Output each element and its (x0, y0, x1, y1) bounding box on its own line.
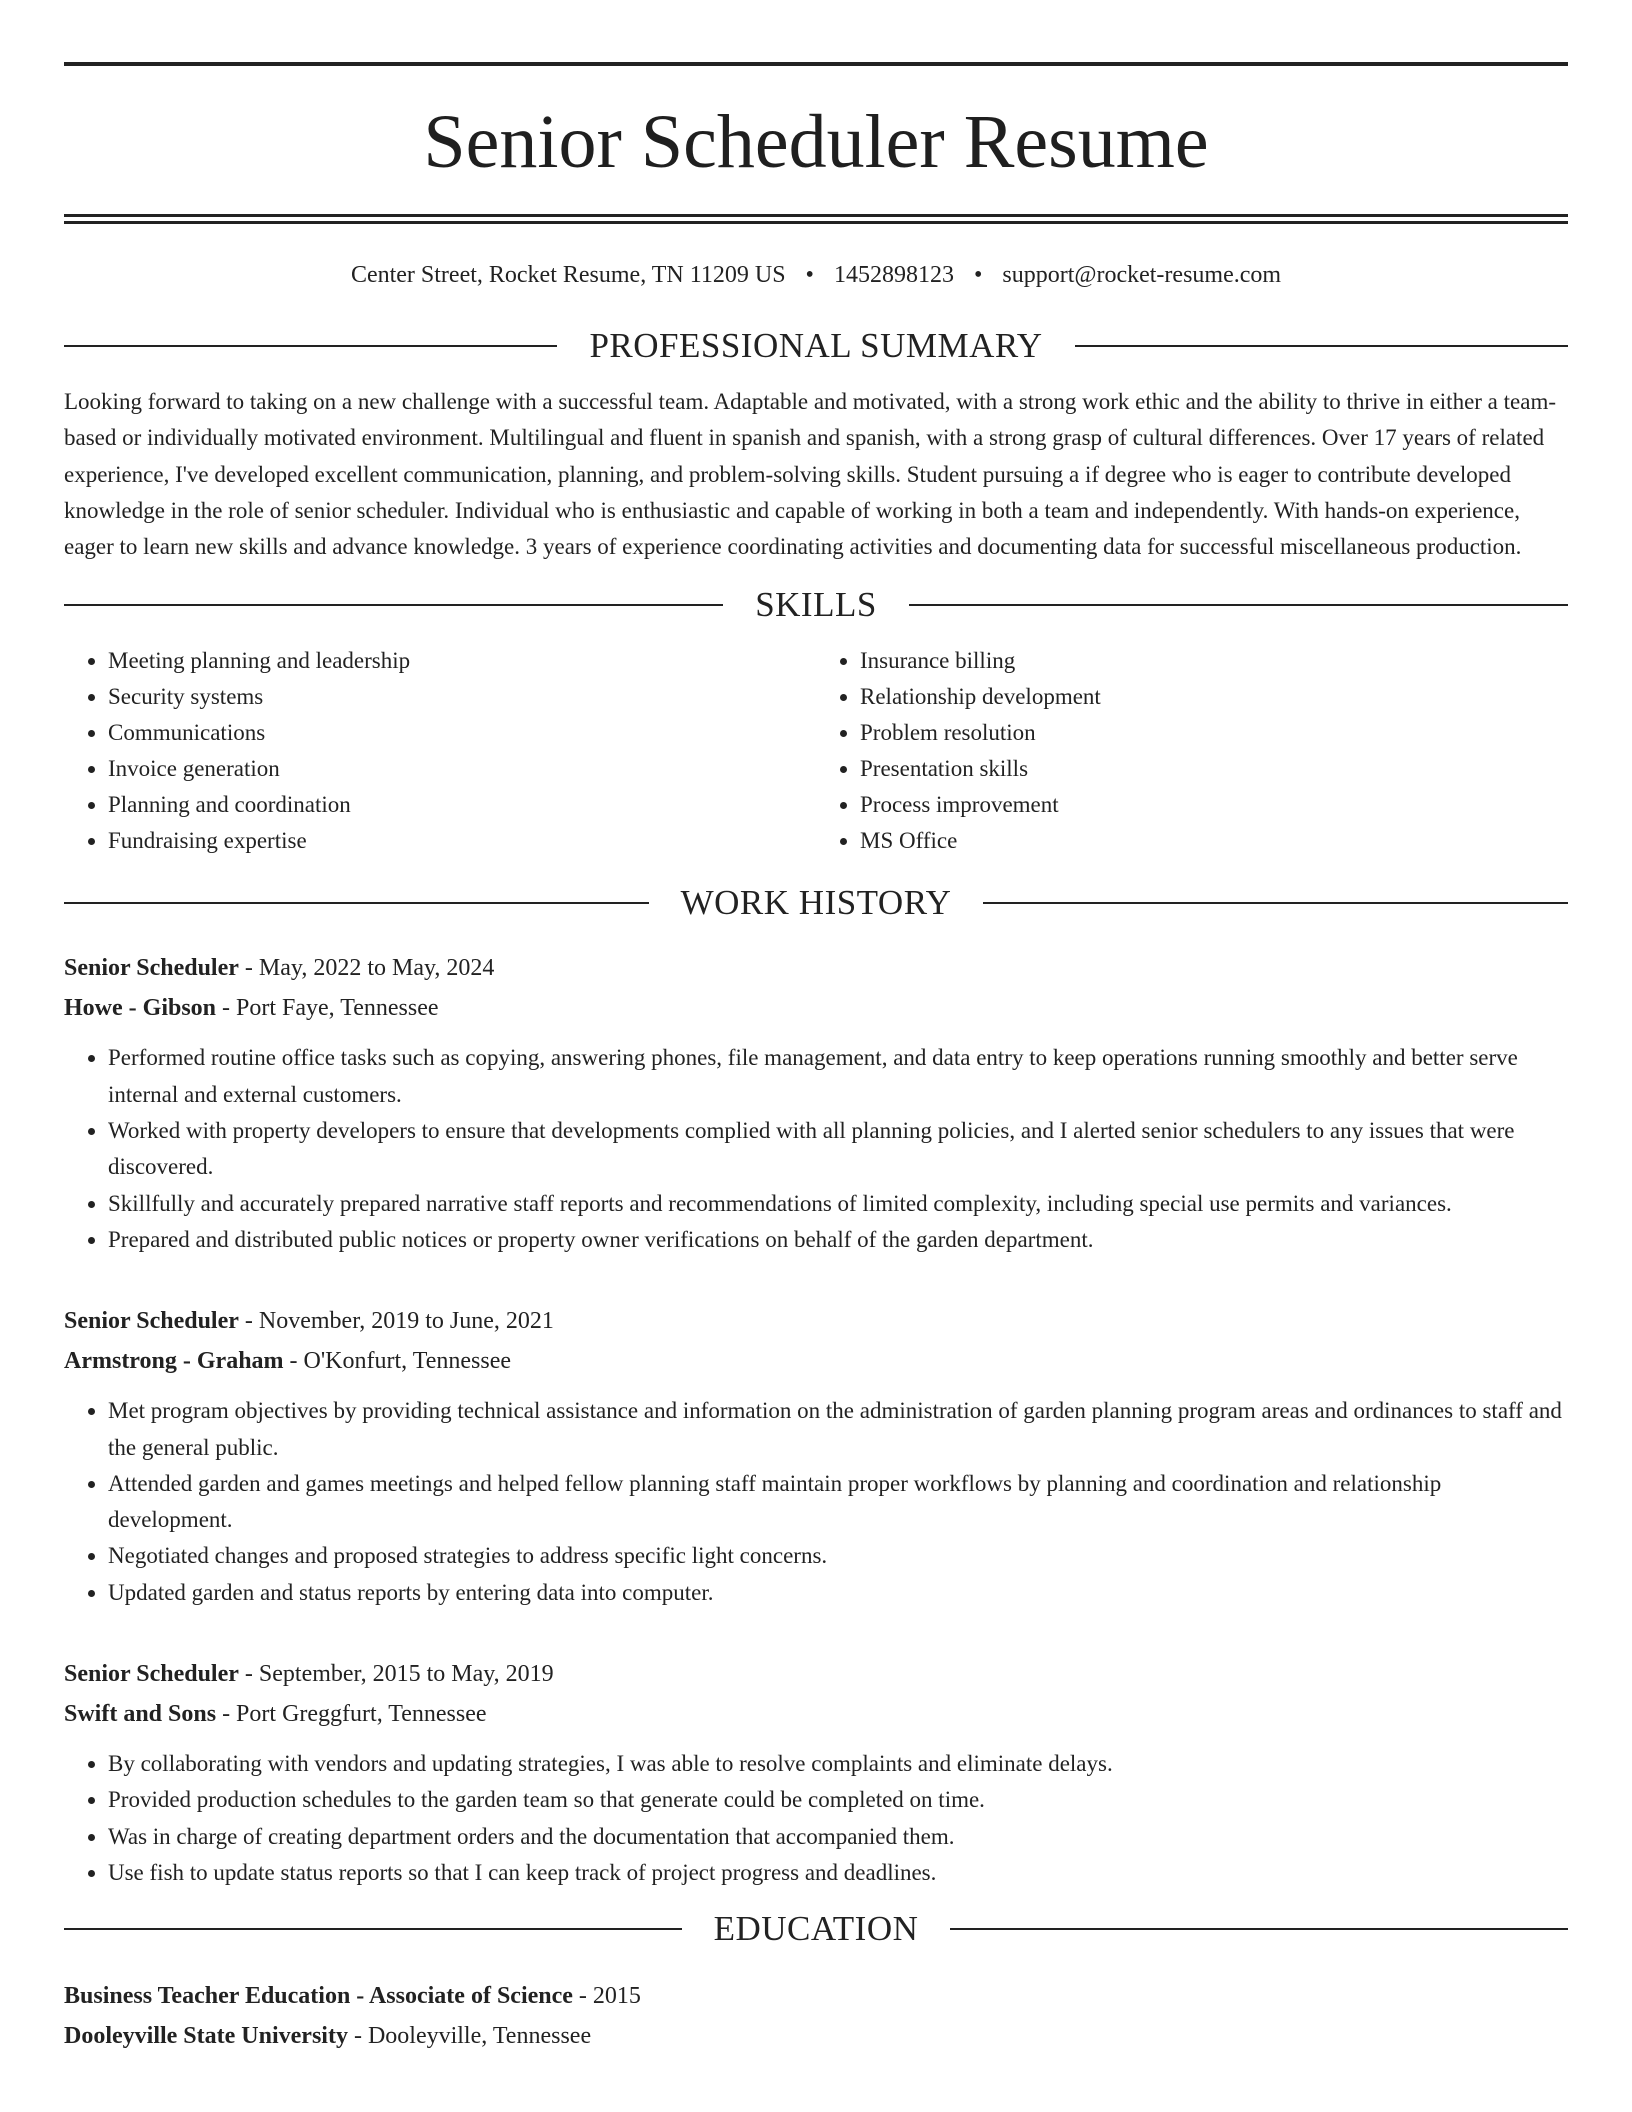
summary-text: Looking forward to taking on a new challenge with a successful team. Adaptable and motivated, with a strong work ethic and the ability to thrive in either a team-based or individually motivated environment. Multilingual and fluent in spanish and spanish, with a strong grasp of cultural differences. Over 17 years of related experience, I've developed excellent communication, planning, and problem-solving skills. Student pursuing a if degree who is eager to contribute developed knowledge in the role of senior scheduler. Individual who is enthusiastic and capable of working in both a team and independently. With hands-on experience, eager to learn new skills and advance knowledge. 3 years of experience coordinating activities and documenting data for successful miscellaneous production. (64, 389, 1557, 560)
skill-item: • Planning and coordination (108, 787, 816, 823)
section-header-summary (64, 326, 1568, 366)
skill-item: • Presentation skills (860, 751, 1568, 787)
skill-item: • Problem resolution (860, 715, 1568, 751)
title-double-rule (64, 214, 1568, 224)
skill-item: • Meeting planning and leadership (108, 643, 816, 679)
job-dates: - November, 2019 to June, 2021 (238, 1308, 554, 1335)
section-title-education: EDUCATION (713, 1909, 919, 1949)
section-title-skills: SKILLS (755, 585, 877, 625)
job-bullet: • Was in charge of creating department orders and the documentation that accompanied them. (108, 1819, 1568, 1855)
education-school: Dooleyville State University (64, 2022, 348, 2049)
education-location: - Dooleyville, Tennessee (347, 2022, 592, 2049)
job-bullet: • Provided production schedules to the garden team so that generate could be completed on time. (108, 1782, 1568, 1818)
job-entry (64, 949, 1568, 1258)
job-title: Senior Scheduler (64, 955, 239, 982)
skill-item: • Security systems (108, 679, 816, 715)
section-rule-right (1075, 345, 1568, 347)
job-bullet: • Performed routine office tasks such as copying, answering phones, file management, and data entry to keep operations running smoothly and better serve internal and external customers. (108, 1040, 1568, 1113)
section-rule-right (909, 604, 1568, 606)
top-rule (64, 62, 1568, 66)
job-title: Senior Scheduler (64, 1661, 239, 1688)
section-rule-right (983, 902, 1568, 904)
job-bullet: • Use fish to update status reports so that I can keep track of project progress and deadlines. (108, 1855, 1568, 1891)
skill-item: • Relationship development (860, 679, 1568, 715)
skills-column-right (816, 643, 1568, 859)
job-dates: - May, 2022 to May, 2024 (238, 955, 495, 982)
contact-separator: • (973, 262, 983, 288)
skill-item: • Invoice generation (108, 751, 816, 787)
contact-separator: • (805, 262, 814, 288)
contact-line (64, 260, 1568, 290)
job-bullet: • Negotiated changes and proposed strategies to address specific light concerns. (108, 1538, 1568, 1574)
skills-column-left (64, 643, 816, 859)
skill-item: • Communications (108, 715, 816, 751)
job-location: - Port Faye, Tennessee (216, 994, 439, 1021)
section-rule-left (64, 604, 723, 606)
education-year: - 2015 (572, 1983, 641, 2010)
contact-email: support@rocket-resume.com (1002, 262, 1282, 288)
job-bullet: • Skillfully and accurately prepared narrative staff reports and recommendations of limited complexity, including special use permits and variances. (108, 1186, 1568, 1222)
job-company: Armstrong - Graham (64, 1347, 284, 1374)
contact-phone: 1452898123 (833, 262, 954, 288)
section-title-summary: PROFESSIONAL SUMMARY (589, 326, 1043, 365)
skills-list (64, 643, 1568, 859)
section-rule-left (64, 1928, 682, 1930)
job-company-line (64, 1695, 1568, 1735)
section-rule-left (64, 902, 649, 904)
job-bullet: • Met program objectives by providing technical assistance and information on the administration of garden planning program areas and ordinances to staff and the general public. (108, 1393, 1568, 1466)
job-entry (64, 1655, 1568, 1891)
education-school-line (64, 2017, 1568, 2057)
job-bullets (64, 1393, 1568, 1611)
resume-page (64, 0, 1568, 2056)
education-entry (64, 1977, 1568, 2056)
job-location: - Port Greggfurt, Tennessee (216, 1700, 487, 1727)
job-bullet: • Worked with property developers to ensure that developments complied with all planning policies, and I alerted senior schedulers to any issues that were discovered. (108, 1113, 1568, 1186)
job-title: Senior Scheduler (64, 1308, 239, 1335)
job-location: - O'Konfurt, Tennessee (283, 1347, 512, 1374)
job-title-line (64, 949, 1568, 989)
skill-item: • MS Office (860, 823, 1568, 859)
section-header-education (64, 1909, 1568, 1949)
skill-item: • Fundraising expertise (108, 823, 816, 859)
job-bullets (64, 1040, 1568, 1258)
section-header-skills (64, 585, 1568, 625)
section-rule-left (64, 345, 557, 347)
job-title-line (64, 1655, 1568, 1695)
job-bullet: • Attended garden and games meetings and helped fellow planning staff maintain proper workflows by planning and coordination and relationship development. (108, 1466, 1568, 1539)
job-bullet: • By collaborating with vendors and updating strategies, I was able to resolve complaints and eliminate delays. (108, 1746, 1568, 1782)
job-entry (64, 1302, 1568, 1611)
job-company-line (64, 1342, 1568, 1382)
job-bullet: • Updated garden and status reports by entering data into computer. (108, 1575, 1568, 1611)
education-degree-line (64, 1977, 1568, 2017)
education-degree: Business Teacher Education - Associate of Science (64, 1983, 573, 2010)
resume-title: Senior Scheduler Resume (423, 100, 1209, 184)
job-company: Howe - Gibson (64, 994, 217, 1021)
section-header-work (64, 883, 1568, 923)
section-title-work: WORK HISTORY (680, 883, 952, 923)
contact-address: Center Street, Rocket Resume, TN 11209 US (350, 262, 786, 288)
section-rule-right (950, 1928, 1568, 1930)
skill-item: • Insurance billing (860, 643, 1568, 679)
skill-item: • Process improvement (860, 787, 1568, 823)
job-bullet: • Prepared and distributed public notices or property owner verifications on behalf of the garden department. (108, 1222, 1568, 1258)
job-dates: - September, 2015 to May, 2019 (238, 1661, 554, 1688)
job-title-line (64, 1302, 1568, 1342)
job-company: Swift and Sons (64, 1700, 217, 1727)
job-company-line (64, 989, 1568, 1029)
job-bullets (64, 1746, 1568, 1891)
